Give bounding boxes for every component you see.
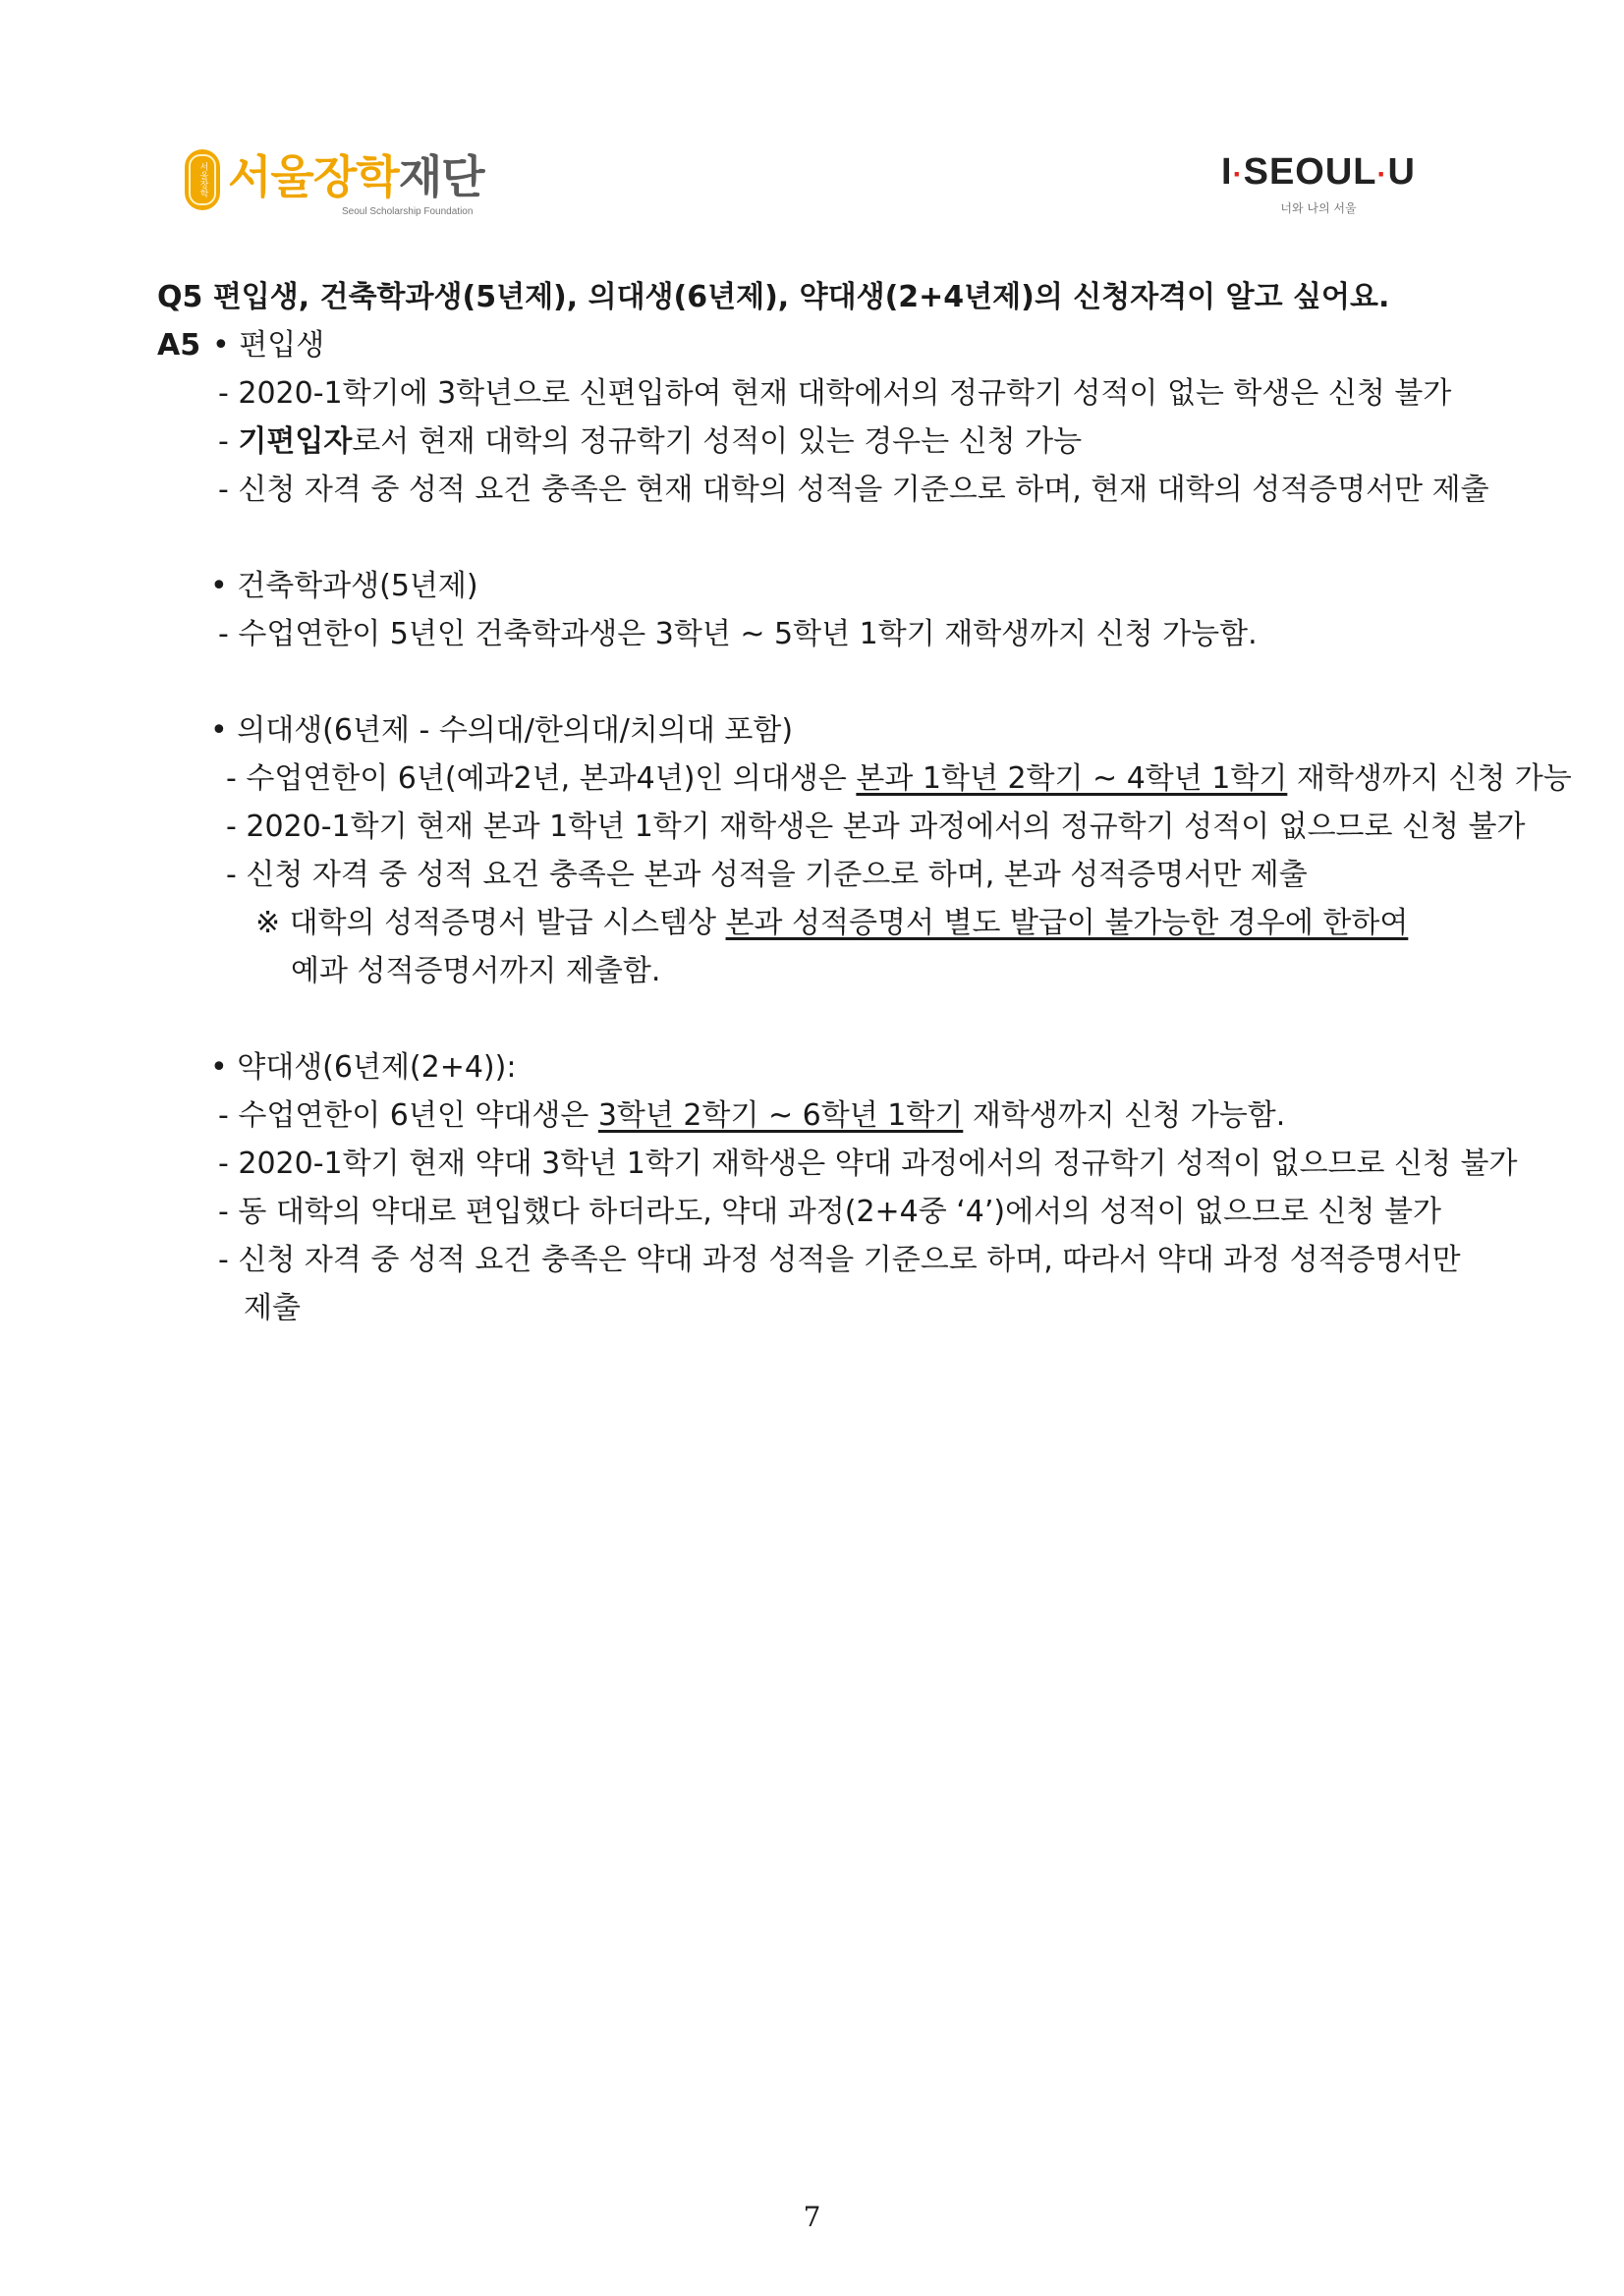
question-heading: Q5 편입생, 건축학과생(5년제), 의대생(6년제), 약대생(2+4년제)의 신청자격이 알고 싶어요. <box>157 280 1390 314</box>
transfer-line-3: - 신청 자격 중 성적 요건 충족은 현재 대학의 성적을 기준으로 하며, 현재 대학의 성적증명서만 제출 <box>218 473 1489 507</box>
medical-note-line-2: 예과 성적증명서까지 제출함. <box>291 954 661 988</box>
architecture-line-1: - 수업연한이 5년인 건축학과생은 3학년 ~ 5학년 1학기 재학생까지 신청 가능함. <box>218 617 1258 651</box>
transfer-line-1: - 2020-1학기에 3학년으로 신편입하여 현재 대학에서의 정규학기 성적이 없는 학생은 신청 불가 <box>218 376 1452 411</box>
page-number: 7 <box>803 2201 821 2233</box>
pharmacy-title: • 약대생(6년제(2+4)): <box>210 1050 517 1085</box>
architecture-title: • 건축학과생(5년제) <box>210 569 478 603</box>
i-seoul-u-wordmark: I·SEOUL·U <box>1221 151 1416 193</box>
pharmacy-line-3: - 동 대학의 약대로 편입했다 하더라도, 약대 과정(2+4중 ‘4’)에서의 성적이 없으므로 신청 불가 <box>218 1195 1441 1229</box>
faq-content <box>157 273 1572 1332</box>
i-seoul-u-subtitle: 너와 나의 서울 <box>1280 201 1357 215</box>
i-seoul-u-logo <box>1210 149 1427 218</box>
logo-subtitle: Seoul Scholarship Foundation <box>342 206 474 217</box>
medical-note-line-1: ※ 대학의 성적증명서 발급 시스템상 본과 성적증명서 별도 발급이 불가능한 경우에 한하여 <box>255 906 1409 940</box>
seoul-scholarship-logo <box>185 147 509 224</box>
medical-title: • 의대생(6년제 - 수의대/한의대/치의대 포함) <box>210 713 794 748</box>
medical-line-2: - 2020-1학기 현재 본과 1학년 1학기 재학생은 본과 과정에서의 정규학기 성적이 없으므로 신청 불가 <box>226 810 1526 844</box>
pharmacy-line-4: - 신청 자격 중 성적 요건 충족은 약대 과정 성적을 기준으로 하며, 따라서 약대 과정 성적증명서만 <box>218 1243 1461 1277</box>
transfer-line-2: - 기편입자로서 현재 대학의 정규학기 성적이 있는 경우는 신청 가능 <box>218 424 1083 459</box>
pharmacy-line-2: - 2020-1학기 현재 약대 3학년 1학기 재학생은 약대 과정에서의 정규학기 성적이 없으므로 신청 불가 <box>218 1147 1518 1181</box>
logo-wordmark: 서울장학재단 <box>228 150 484 203</box>
pharmacy-line-5: 제출 <box>244 1291 301 1325</box>
medical-line-3: - 신청 자격 중 성적 요건 충족은 본과 성적을 기준으로 하며, 본과 성적증명서만 제출 <box>226 858 1308 892</box>
answer-transfer-title: A5 • 편입생 <box>157 321 1533 369</box>
foundation-seal-icon: 서울장학 <box>185 149 220 210</box>
medical-line-1: - 수업연한이 6년(예과2년, 본과4년)인 의대생은 본과 1학년 2학기 ~ 4학년 1학기 재학생까지 신청 가능 <box>226 761 1572 796</box>
answer-label: A5 <box>157 328 201 363</box>
pharmacy-line-1: - 수업연한이 6년인 약대생은 3학년 2학기 ~ 6학년 1학기 재학생까지 신청 가능함. <box>218 1098 1286 1133</box>
